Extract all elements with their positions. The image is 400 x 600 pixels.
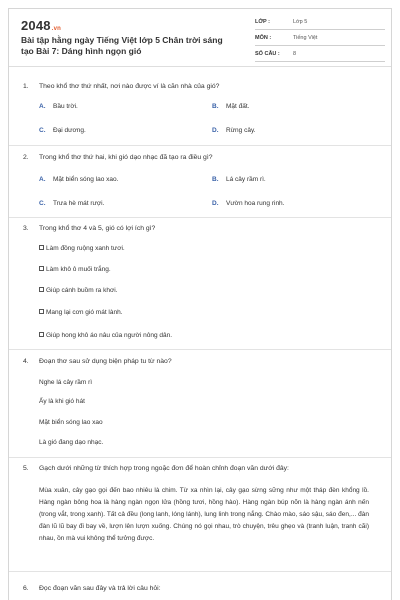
worksheet-title: Bài tập hằng ngày Tiếng Việt lớp 5 Chân trời sáng tạo Bài 7: Dáng hình ngọn gió bbox=[21, 35, 223, 56]
option-key: C. bbox=[39, 200, 46, 207]
question-header bbox=[9, 585, 392, 599]
checkbox-icon[interactable] bbox=[39, 332, 44, 337]
option-key: B. bbox=[212, 176, 219, 183]
checkbox-label: Mang lại cơn gió mát lành. bbox=[46, 309, 123, 316]
option-text: Bầu trời. bbox=[53, 103, 78, 110]
question-text: Gạch dưới những từ thích hợp trong ngoặc đơn để hoàn chỉnh đoạn văn dưới đây: bbox=[39, 465, 289, 472]
option-key: D. bbox=[212, 200, 219, 207]
question-2 bbox=[9, 154, 392, 207]
option-c[interactable] bbox=[39, 200, 104, 207]
option-key: D. bbox=[212, 127, 219, 134]
question-header bbox=[9, 225, 392, 239]
checkbox-icon[interactable] bbox=[39, 245, 44, 250]
checkbox-label: Làm khô ô muối trắng. bbox=[46, 266, 111, 273]
checkbox-label: Làm đồng ruộng xanh tươi. bbox=[46, 245, 125, 252]
question-6 bbox=[9, 585, 392, 599]
worksheet-header bbox=[9, 9, 391, 67]
worksheet-page bbox=[8, 8, 392, 600]
option-text: Đại dương. bbox=[53, 127, 86, 134]
meta-label: MÔN : bbox=[255, 35, 272, 41]
meta-label: LỚP : bbox=[255, 19, 270, 25]
question-text: Đoạn thơ sau sử dụng biện pháp tu từ nào? bbox=[39, 358, 172, 365]
question-text: Trong khổ thơ thứ hai, khi gió dạo nhạc đã tạo ra điều gì? bbox=[39, 154, 213, 161]
divider bbox=[9, 217, 392, 218]
question-header bbox=[9, 465, 392, 479]
site-logo[interactable] bbox=[21, 18, 61, 33]
checkbox-option[interactable] bbox=[39, 245, 125, 252]
poem-line: Mặt biển sóng lao xao bbox=[39, 419, 103, 426]
option-text: Lá cây rầm rì. bbox=[226, 176, 266, 183]
question-text: Theo khổ thơ thứ nhất, nơi nào được ví là căn nhà của gió? bbox=[39, 83, 220, 90]
worksheet-meta bbox=[255, 17, 385, 65]
option-text: Mặt đất. bbox=[226, 103, 250, 110]
question-header bbox=[9, 358, 392, 372]
question-number: 5. bbox=[23, 465, 29, 472]
question-number: 6. bbox=[23, 585, 29, 592]
checkbox-label: Giúp cánh buồm ra khơi. bbox=[46, 287, 118, 294]
option-key: C. bbox=[39, 127, 46, 134]
question-text: Trong khổ thơ 4 và 5, gió có lợi ích gì? bbox=[39, 225, 156, 232]
question-number: 3. bbox=[23, 225, 29, 232]
meta-value: 8 bbox=[293, 51, 297, 57]
question-paragraph: Mùa xuân, cây gạo gọi đến bao nhiêu là chim. Từ xa nhìn lại, cây gạo sừng sững như một tháp đèn khổng lồ. Hàng ngàn bông hoa là hàng ngàn ngọn lửa (hồng tươi, hồng hào). Hàng ngàn búp nõn là hàng ngàn ánh nến (trong vắt, trong xanh). Tất cả đều (long lanh, lóng lánh), lung linh trong nắng. Chào mào, sáo sậu, sáo đen,... đàn đàn lũ lũ bay đi bay về, lượn lên lượn xuống. Chúng nó gọi nhau, trò chuyện, trêu ghẹo và (tranh luận, tranh cãi) nhau, ồn mà vui không thể tưởng được. bbox=[39, 487, 369, 542]
question-number: 1. bbox=[23, 83, 29, 90]
question-header bbox=[9, 154, 392, 168]
divider bbox=[9, 571, 392, 572]
checkbox-icon[interactable] bbox=[39, 287, 44, 292]
checkbox-label: Giúp hong khô áo nâu của người nông dân. bbox=[46, 332, 173, 339]
question-header bbox=[9, 83, 392, 97]
meta-row-count bbox=[255, 49, 385, 62]
meta-row-class bbox=[255, 17, 385, 30]
divider bbox=[9, 145, 392, 146]
meta-label: SỐ CÂU : bbox=[255, 51, 280, 57]
checkbox-option[interactable] bbox=[39, 287, 117, 294]
poem-line: Ấy là khi gió hát bbox=[39, 398, 85, 405]
meta-value: Tiếng Việt bbox=[293, 35, 318, 41]
option-text: Vườn hoa rung rinh. bbox=[226, 200, 285, 207]
option-text: Trưa hè mát rượi. bbox=[53, 200, 105, 207]
poem-line: Là gió đang dạo nhạc. bbox=[39, 439, 104, 446]
poem-line: Nghe lá cây rầm rì bbox=[39, 379, 93, 386]
checkbox-option[interactable] bbox=[39, 332, 172, 339]
option-text: Rừng cây. bbox=[226, 127, 256, 134]
question-5 bbox=[9, 465, 392, 542]
checkbox-option[interactable] bbox=[39, 266, 111, 273]
checkbox-option[interactable] bbox=[39, 309, 123, 316]
option-key: A. bbox=[39, 103, 46, 110]
question-3 bbox=[9, 225, 392, 339]
logo-main: 2048 bbox=[21, 18, 51, 33]
meta-value: Lớp 5 bbox=[293, 19, 308, 25]
option-key: B. bbox=[212, 103, 219, 110]
option-key: A. bbox=[39, 176, 46, 183]
question-number: 2. bbox=[23, 154, 29, 161]
checkbox-icon[interactable] bbox=[39, 309, 44, 314]
option-d[interactable] bbox=[212, 127, 256, 134]
divider bbox=[9, 457, 392, 458]
option-text: Mặt biển sóng lao xao. bbox=[53, 176, 119, 183]
question-text: Đọc đoạn văn sau đây và trả lời câu hỏi: bbox=[39, 585, 161, 592]
option-d[interactable] bbox=[212, 200, 284, 207]
option-a[interactable] bbox=[39, 176, 118, 183]
question-1 bbox=[9, 83, 392, 134]
option-a[interactable] bbox=[39, 103, 78, 110]
question-4 bbox=[9, 358, 392, 446]
question-number: 4. bbox=[23, 358, 29, 365]
meta-row-subject bbox=[255, 33, 385, 46]
option-b[interactable] bbox=[212, 176, 266, 183]
checkbox-icon[interactable] bbox=[39, 266, 44, 271]
option-b[interactable] bbox=[212, 103, 249, 110]
divider bbox=[9, 349, 392, 350]
option-c[interactable] bbox=[39, 127, 86, 134]
logo-suffix: .vn bbox=[51, 26, 62, 32]
